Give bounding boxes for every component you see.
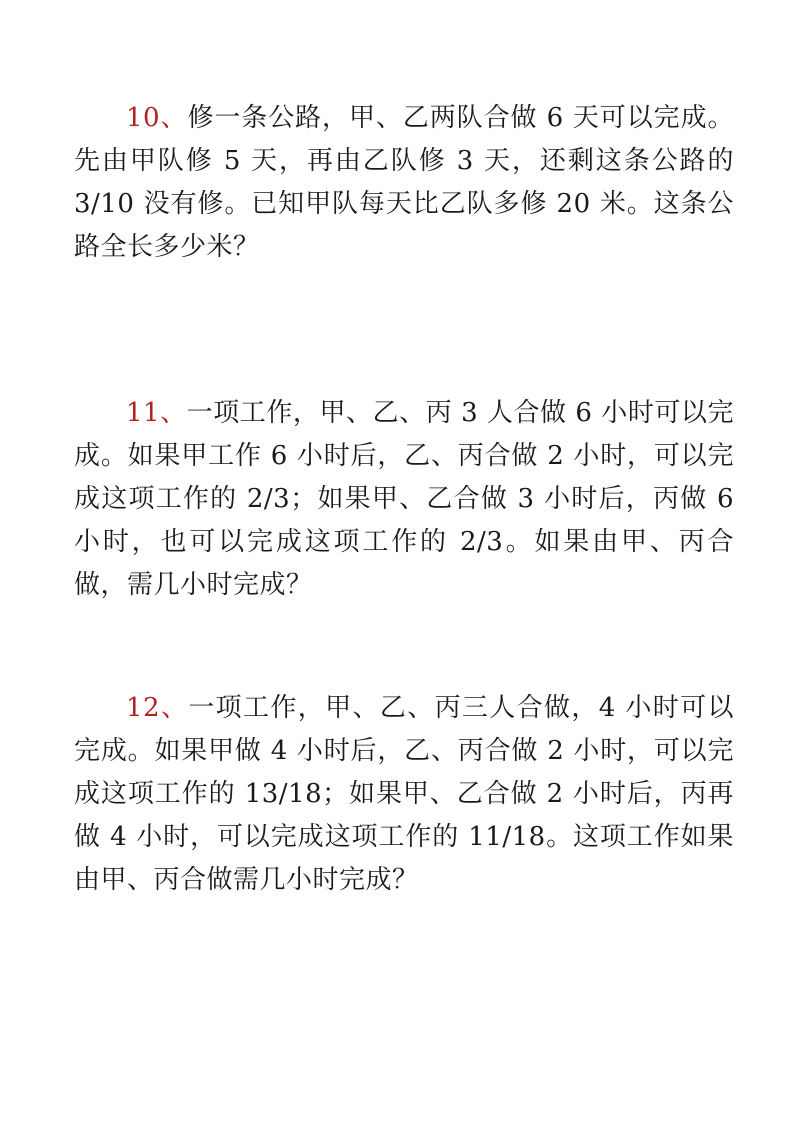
problem-number: 12、	[126, 693, 189, 723]
problem-number: 10、	[126, 103, 188, 133]
problem-text: 修一条公路，甲、乙两队合做 6 天可以完成。先由甲队修 5 天，再由乙队修 3 天，还剩这条公路的 3/10 没有修。已知甲队每天比乙队多修 20 米。这条公路全长多少米？	[74, 103, 734, 262]
problem-number: 11、	[126, 398, 187, 428]
problem-12	[74, 687, 734, 902]
problem-10	[74, 97, 734, 269]
problem-text: 一项工作，甲、乙、丙三人合做，4 小时可以完成。如果甲做 4 小时后，乙、丙合做 2 小时，可以完成这项工作的 13/18；如果甲、乙合做 2 小时后，丙再做 4 小时，可以完成这项工作的 11/18。这项工作如果由甲、丙合做需几小时完成？	[74, 693, 734, 895]
problem-11	[74, 392, 734, 607]
problem-text: 一项工作，甲、乙、丙 3 人合做 6 小时可以完成。如果甲工作 6 小时后，乙、丙合做 2 小时，可以完成这项工作的 2/3；如果甲、乙合做 3 小时后，丙做 6 小时，也可以完成这项工作的 2/3。如果由甲、丙合做，需几小时完成？	[74, 398, 734, 600]
